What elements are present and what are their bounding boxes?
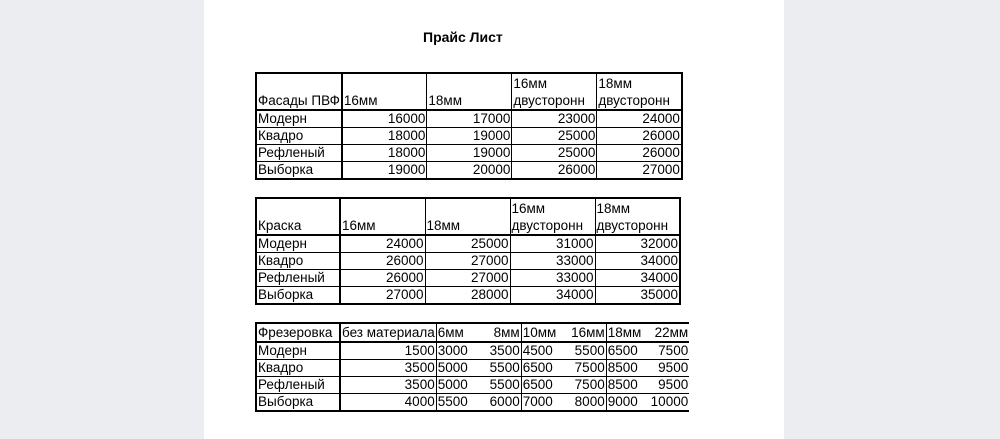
table-row (256, 287, 680, 305)
table-row (256, 110, 682, 128)
header-cell: Краска (256, 198, 340, 235)
header-cell: 18мм (606, 323, 648, 342)
price-cell: 28000 (425, 287, 510, 305)
price-cell: 8000 (563, 394, 606, 412)
table-body (256, 342, 689, 411)
page-title-text: Прайс Лист (423, 29, 503, 45)
price-cell: 6500 (521, 377, 563, 394)
price-cell: 10000 (648, 394, 689, 412)
price-cell: 27000 (425, 253, 510, 270)
table-header-row (256, 323, 689, 342)
row-label: Квадро (256, 253, 340, 270)
price-cell: 17000 (427, 110, 512, 128)
price-cell: 5500 (478, 360, 521, 377)
row-label: Рефленый (256, 377, 340, 394)
price-cell: 33000 (510, 270, 595, 287)
price-cell: 3500 (478, 342, 521, 360)
header-cell: 22мм (648, 323, 689, 342)
row-label: Рефленый (256, 270, 340, 287)
price-cell: 9500 (648, 377, 689, 394)
price-cell: 35000 (595, 287, 680, 305)
price-cell: 3500 (340, 360, 436, 377)
price-cell: 24000 (597, 110, 682, 128)
table-row (256, 270, 680, 287)
row-label: Выборка (256, 394, 340, 412)
header-cell: 8мм (478, 323, 521, 342)
price-cell: 7500 (563, 377, 606, 394)
table-body (256, 110, 682, 179)
price-cell: 19000 (427, 128, 512, 145)
header-cell: 18мм (425, 198, 510, 235)
header-cell: 16мм двусторонн (510, 198, 595, 235)
table-header-row (256, 73, 682, 110)
price-table-milling (255, 322, 689, 412)
price-cell: 18000 (342, 145, 427, 162)
table-row (256, 145, 682, 162)
price-cell: 27000 (597, 162, 682, 180)
row-label: Модерн (256, 235, 340, 253)
header-cell: 6мм (436, 323, 478, 342)
row-label: Квадро (256, 360, 340, 377)
row-label: Модерн (256, 342, 340, 360)
table-header-row (256, 198, 680, 235)
price-cell: 24000 (340, 235, 425, 253)
header-cell: 18мм (427, 73, 512, 110)
price-cell: 5500 (563, 342, 606, 360)
row-label: Рефленый (256, 145, 342, 162)
price-cell: 1500 (340, 342, 436, 360)
price-cell: 9000 (606, 394, 648, 412)
price-cell: 3500 (340, 377, 436, 394)
price-cell: 7500 (563, 360, 606, 377)
header-cell: 16мм двусторонн (512, 73, 597, 110)
table-row (256, 253, 680, 270)
price-cell: 5000 (436, 377, 478, 394)
price-cell: 25000 (425, 235, 510, 253)
price-cell: 23000 (512, 110, 597, 128)
price-cell: 5500 (436, 394, 478, 412)
price-table-paint (255, 197, 681, 305)
row-label: Модерн (256, 110, 342, 128)
table-row (256, 342, 689, 360)
row-label: Выборка (256, 287, 340, 305)
price-cell: 5000 (436, 360, 478, 377)
price-cell: 9500 (648, 360, 689, 377)
table-row (256, 162, 682, 180)
price-cell: 4000 (340, 394, 436, 412)
price-cell: 20000 (427, 162, 512, 180)
price-cell: 6500 (606, 342, 648, 360)
price-cell: 5500 (478, 377, 521, 394)
price-cell: 7500 (648, 342, 689, 360)
table-row (256, 360, 689, 377)
header-cell: 18мм двусторонн (597, 73, 682, 110)
price-cell: 6500 (521, 360, 563, 377)
header-cell: 16мм (342, 73, 427, 110)
header-cell: 16мм (563, 323, 606, 342)
header-cell: 10мм (521, 323, 563, 342)
table-row (256, 128, 682, 145)
table-body (256, 235, 680, 304)
price-cell: 34000 (595, 270, 680, 287)
price-cell: 34000 (595, 253, 680, 270)
price-cell: 25000 (512, 128, 597, 145)
price-cell: 26000 (512, 162, 597, 180)
table-row (256, 235, 680, 253)
header-cell: 16мм (340, 198, 425, 235)
price-cell: 3000 (436, 342, 478, 360)
price-cell: 19000 (427, 145, 512, 162)
price-cell: 34000 (510, 287, 595, 305)
header-cell: 18мм двусторонн (595, 198, 680, 235)
table-row (256, 394, 689, 412)
table-row (256, 377, 689, 394)
price-cell: 18000 (342, 128, 427, 145)
row-label: Выборка (256, 162, 342, 180)
header-cell: без материала (342, 325, 435, 340)
price-cell: 4500 (521, 342, 563, 360)
price-cell: 31000 (510, 235, 595, 253)
header-cell: Фрезеровка (256, 323, 340, 342)
row-label: Квадро (256, 128, 342, 145)
price-cell: 19000 (342, 162, 427, 180)
price-cell: 6000 (478, 394, 521, 412)
price-cell: 26000 (597, 145, 682, 162)
price-cell: 8500 (606, 360, 648, 377)
price-cell: 33000 (510, 253, 595, 270)
price-cell: 8500 (606, 377, 648, 394)
price-table-pvf (255, 72, 683, 180)
price-cell: 7000 (521, 394, 563, 412)
document-page (204, 0, 784, 439)
price-cell: 32000 (595, 235, 680, 253)
price-cell: 16000 (342, 110, 427, 128)
price-cell: 27000 (425, 270, 510, 287)
price-cell: 26000 (340, 270, 425, 287)
price-cell: 26000 (597, 128, 682, 145)
price-cell: 25000 (512, 145, 597, 162)
price-cell: 26000 (340, 253, 425, 270)
price-cell: 27000 (340, 287, 425, 305)
header-cell: Фасады ПВФ (256, 73, 342, 110)
